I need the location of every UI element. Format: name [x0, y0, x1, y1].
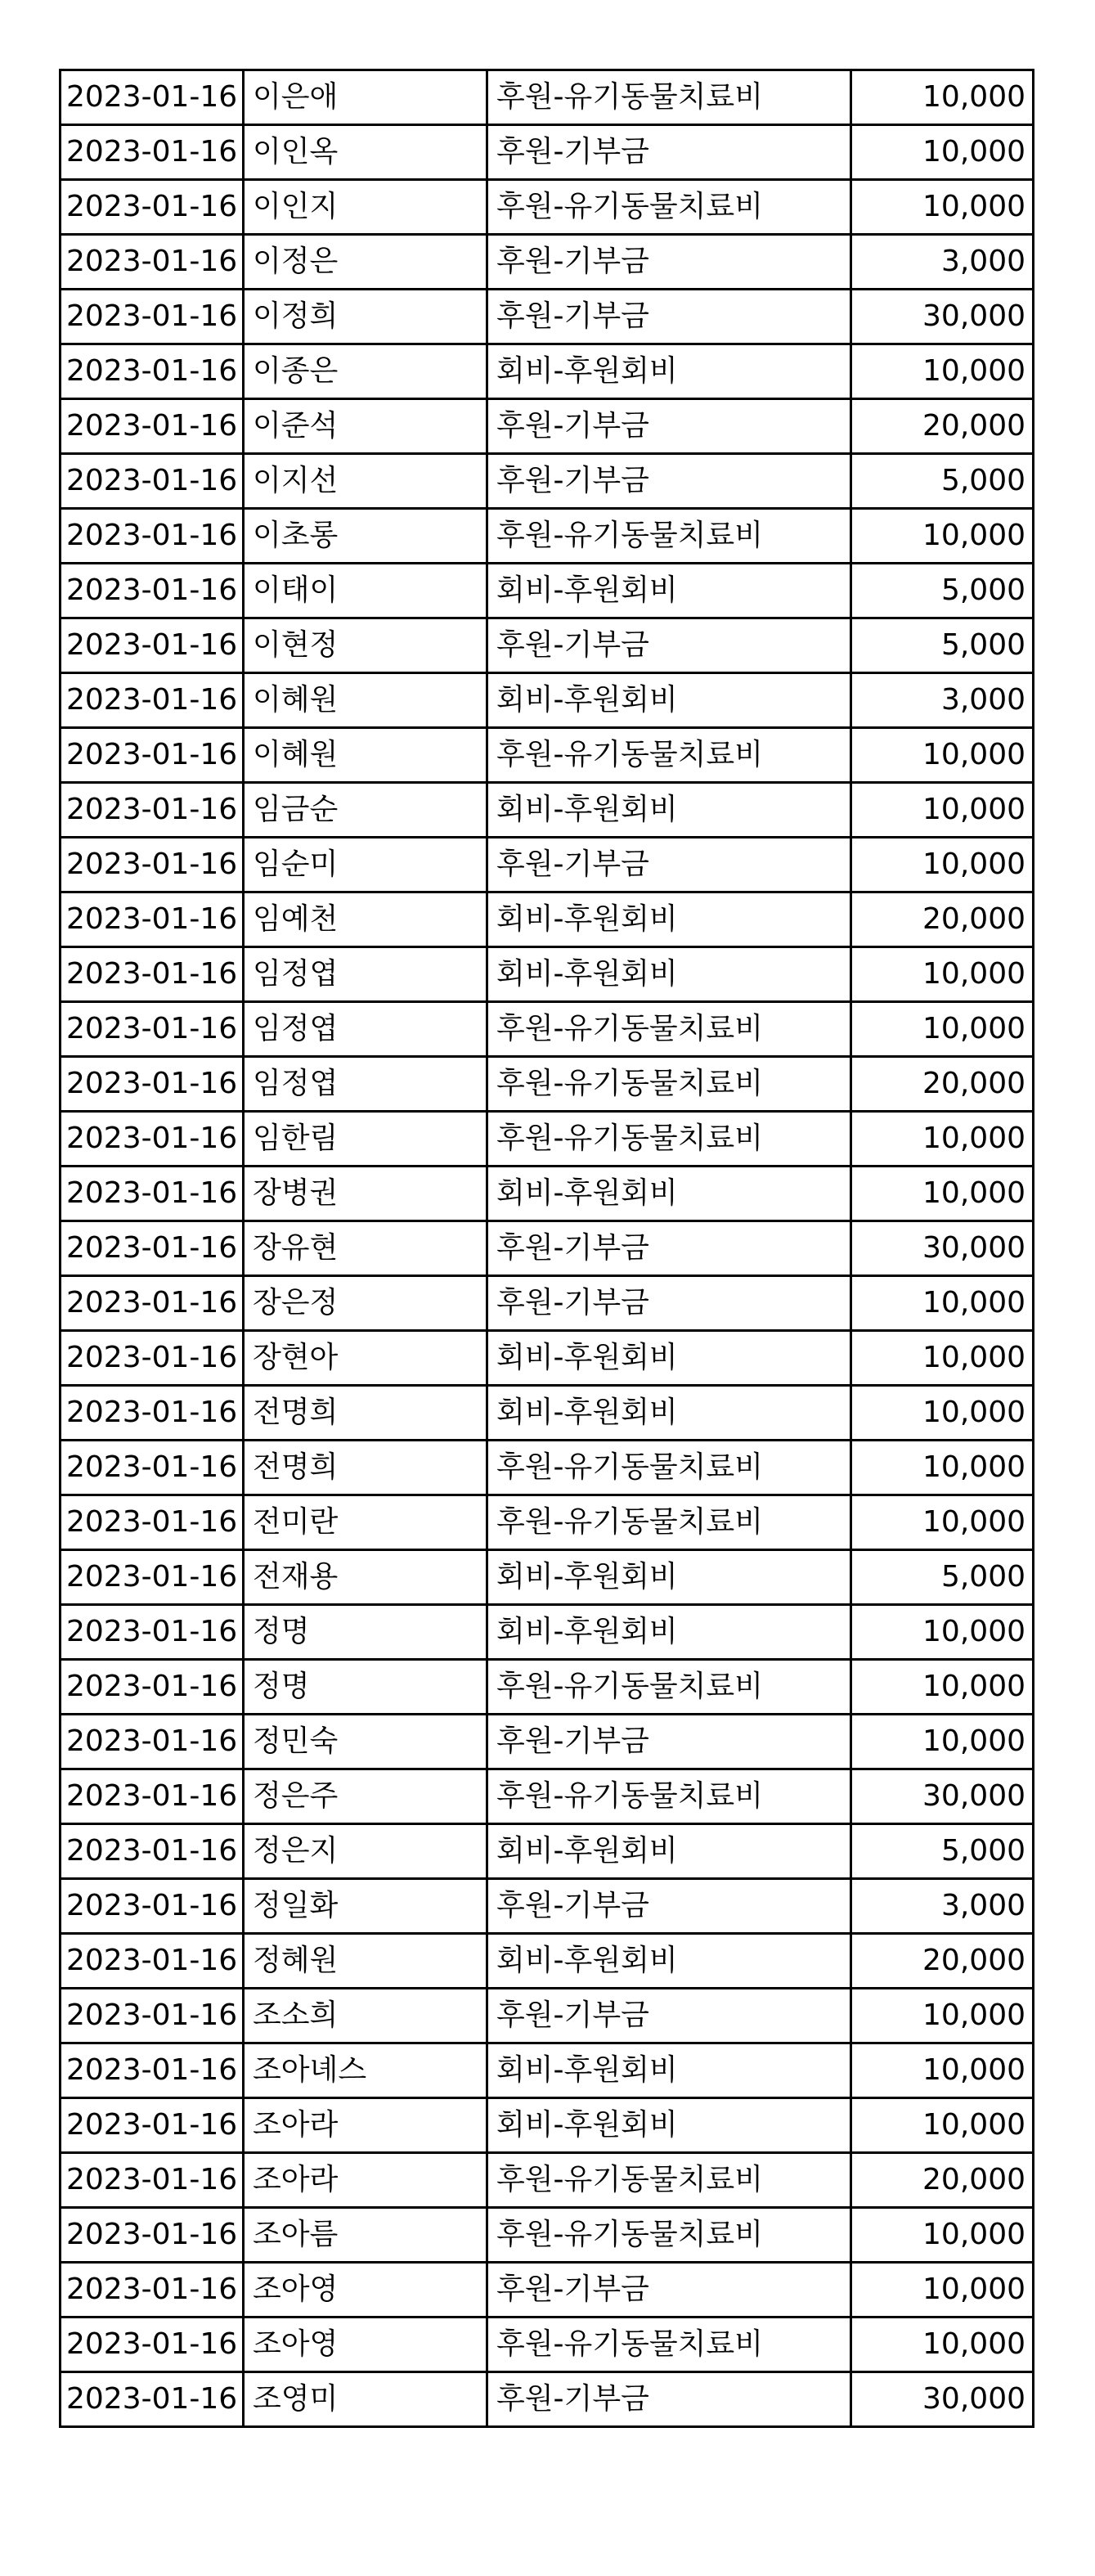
table-row: [61, 1331, 1034, 1386]
donor-name-cell: 조소희: [244, 1989, 487, 2043]
table-row: [61, 509, 1034, 564]
amount-cell: 30,000: [851, 1769, 1034, 1824]
category-cell: 후원-기부금: [487, 454, 851, 509]
category-cell: 회비-후원회비: [487, 1605, 851, 1660]
table-row: [61, 1112, 1034, 1167]
amount-cell: 10,000: [851, 1989, 1034, 2043]
donor-name-cell: 조영미: [244, 2372, 487, 2427]
date-cell: 2023-01-16: [61, 70, 244, 125]
amount-cell: 10,000: [851, 2263, 1034, 2318]
donor-name-cell: 전명희: [244, 1386, 487, 1441]
donor-name-cell: 조아영: [244, 2263, 487, 2318]
donor-name-cell: 조아라: [244, 2153, 487, 2208]
table-row: [61, 892, 1034, 947]
donor-name-cell: 이종은: [244, 344, 487, 399]
category-cell: 후원-기부금: [487, 1715, 851, 1769]
date-cell: 2023-01-16: [61, 1441, 244, 1495]
table-row: [61, 290, 1034, 344]
table-row: [61, 2043, 1034, 2098]
amount-cell: 5,000: [851, 1824, 1034, 1879]
amount-cell: 10,000: [851, 1276, 1034, 1331]
date-cell: 2023-01-16: [61, 892, 244, 947]
category-cell: 후원-기부금: [487, 1221, 851, 1276]
table-row: [61, 1934, 1034, 1989]
amount-cell: 5,000: [851, 618, 1034, 673]
date-cell: 2023-01-16: [61, 1605, 244, 1660]
table-row: [61, 947, 1034, 1002]
amount-cell: 30,000: [851, 290, 1034, 344]
date-cell: 2023-01-16: [61, 454, 244, 509]
table-row: [61, 673, 1034, 728]
category-cell: 후원-기부금: [487, 235, 851, 290]
date-cell: 2023-01-16: [61, 2372, 244, 2427]
date-cell: 2023-01-16: [61, 728, 244, 783]
donor-name-cell: 전재용: [244, 1550, 487, 1605]
donor-name-cell: 정명: [244, 1605, 487, 1660]
date-cell: 2023-01-16: [61, 1660, 244, 1715]
amount-cell: 10,000: [851, 509, 1034, 564]
date-cell: 2023-01-16: [61, 2098, 244, 2153]
table-row: [61, 2372, 1034, 2427]
donor-name-cell: 이은애: [244, 70, 487, 125]
category-cell: 후원-기부금: [487, 838, 851, 892]
table-row: [61, 1002, 1034, 1057]
category-cell: 회비-후원회비: [487, 783, 851, 838]
donor-name-cell: 장병권: [244, 1167, 487, 1221]
ledger-body: [61, 70, 1034, 2427]
date-cell: 2023-01-16: [61, 2318, 244, 2372]
donor-name-cell: 임정엽: [244, 1057, 487, 1112]
date-cell: 2023-01-16: [61, 618, 244, 673]
date-cell: 2023-01-16: [61, 1167, 244, 1221]
category-cell: 회비-후원회비: [487, 1934, 851, 1989]
category-cell: 후원-기부금: [487, 2263, 851, 2318]
category-cell: 회비-후원회비: [487, 1167, 851, 1221]
amount-cell: 30,000: [851, 2372, 1034, 2427]
category-cell: 후원-유기동물치료비: [487, 1441, 851, 1495]
table-row: [61, 783, 1034, 838]
category-cell: 회비-후원회비: [487, 947, 851, 1002]
category-cell: 후원-기부금: [487, 1989, 851, 2043]
table-row: [61, 454, 1034, 509]
amount-cell: 10,000: [851, 125, 1034, 180]
category-cell: 후원-유기동물치료비: [487, 1112, 851, 1167]
amount-cell: 10,000: [851, 180, 1034, 235]
category-cell: 후원-유기동물치료비: [487, 1495, 851, 1550]
table-row: [61, 618, 1034, 673]
category-cell: 후원-유기동물치료비: [487, 728, 851, 783]
donor-name-cell: 이준석: [244, 399, 487, 454]
donor-name-cell: 조아영: [244, 2318, 487, 2372]
date-cell: 2023-01-16: [61, 1057, 244, 1112]
table-row: [61, 564, 1034, 618]
amount-cell: 20,000: [851, 1057, 1034, 1112]
date-cell: 2023-01-16: [61, 399, 244, 454]
amount-cell: 10,000: [851, 70, 1034, 125]
amount-cell: 5,000: [851, 1550, 1034, 1605]
category-cell: 회비-후원회비: [487, 344, 851, 399]
amount-cell: 10,000: [851, 2318, 1034, 2372]
table-row: [61, 1550, 1034, 1605]
date-cell: 2023-01-16: [61, 1550, 244, 1605]
amount-cell: 5,000: [851, 454, 1034, 509]
table-row: [61, 1769, 1034, 1824]
category-cell: 후원-기부금: [487, 1879, 851, 1934]
category-cell: 회비-후원회비: [487, 673, 851, 728]
date-cell: 2023-01-16: [61, 1879, 244, 1934]
donor-name-cell: 임한림: [244, 1112, 487, 1167]
date-cell: 2023-01-16: [61, 1221, 244, 1276]
donation-ledger-table: [59, 69, 1034, 2428]
table-row: [61, 344, 1034, 399]
amount-cell: 10,000: [851, 1112, 1034, 1167]
category-cell: 후원-유기동물치료비: [487, 2208, 851, 2263]
category-cell: 후원-유기동물치료비: [487, 180, 851, 235]
category-cell: 후원-유기동물치료비: [487, 70, 851, 125]
date-cell: 2023-01-16: [61, 1989, 244, 2043]
table-row: [61, 2153, 1034, 2208]
donor-name-cell: 이인지: [244, 180, 487, 235]
donor-name-cell: 이혜원: [244, 673, 487, 728]
table-row: [61, 399, 1034, 454]
date-cell: 2023-01-16: [61, 1715, 244, 1769]
donor-name-cell: 이초롱: [244, 509, 487, 564]
donor-name-cell: 전미란: [244, 1495, 487, 1550]
date-cell: 2023-01-16: [61, 838, 244, 892]
date-cell: 2023-01-16: [61, 1331, 244, 1386]
date-cell: 2023-01-16: [61, 1002, 244, 1057]
date-cell: 2023-01-16: [61, 1112, 244, 1167]
date-cell: 2023-01-16: [61, 2153, 244, 2208]
donor-name-cell: 정은지: [244, 1824, 487, 1879]
amount-cell: 20,000: [851, 1934, 1034, 1989]
donor-name-cell: 장은정: [244, 1276, 487, 1331]
date-cell: 2023-01-16: [61, 509, 244, 564]
category-cell: 후원-유기동물치료비: [487, 1660, 851, 1715]
table-row: [61, 1386, 1034, 1441]
category-cell: 후원-유기동물치료비: [487, 1057, 851, 1112]
date-cell: 2023-01-16: [61, 1934, 244, 1989]
category-cell: 회비-후원회비: [487, 892, 851, 947]
amount-cell: 10,000: [851, 1002, 1034, 1057]
category-cell: 후원-기부금: [487, 2372, 851, 2427]
category-cell: 회비-후원회비: [487, 2098, 851, 2153]
date-cell: 2023-01-16: [61, 673, 244, 728]
donor-name-cell: 임금순: [244, 783, 487, 838]
category-cell: 회비-후원회비: [487, 2043, 851, 2098]
amount-cell: 10,000: [851, 728, 1034, 783]
table-row: [61, 1660, 1034, 1715]
amount-cell: 10,000: [851, 947, 1034, 1002]
table-row: [61, 1441, 1034, 1495]
amount-cell: 10,000: [851, 838, 1034, 892]
category-cell: 회비-후원회비: [487, 1824, 851, 1879]
table-row: [61, 1824, 1034, 1879]
category-cell: 후원-기부금: [487, 399, 851, 454]
amount-cell: 10,000: [851, 1386, 1034, 1441]
date-cell: 2023-01-16: [61, 2208, 244, 2263]
table-row: [61, 1605, 1034, 1660]
category-cell: 후원-유기동물치료비: [487, 1769, 851, 1824]
table-row: [61, 180, 1034, 235]
table-row: [61, 728, 1034, 783]
category-cell: 회비-후원회비: [487, 564, 851, 618]
date-cell: 2023-01-16: [61, 1276, 244, 1331]
donor-name-cell: 조아라: [244, 2098, 487, 2153]
date-cell: 2023-01-16: [61, 947, 244, 1002]
donor-name-cell: 이혜원: [244, 728, 487, 783]
table-row: [61, 235, 1034, 290]
donor-name-cell: 이태이: [244, 564, 487, 618]
date-cell: 2023-01-16: [61, 344, 244, 399]
table-row: [61, 2318, 1034, 2372]
donor-name-cell: 정혜원: [244, 1934, 487, 1989]
donor-name-cell: 임정엽: [244, 1002, 487, 1057]
date-cell: 2023-01-16: [61, 1824, 244, 1879]
amount-cell: 10,000: [851, 1605, 1034, 1660]
donor-name-cell: 이지선: [244, 454, 487, 509]
table-row: [61, 1989, 1034, 2043]
donor-name-cell: 장유현: [244, 1221, 487, 1276]
table-row: [61, 1715, 1034, 1769]
amount-cell: 3,000: [851, 673, 1034, 728]
amount-cell: 3,000: [851, 235, 1034, 290]
date-cell: 2023-01-16: [61, 564, 244, 618]
amount-cell: 10,000: [851, 1331, 1034, 1386]
amount-cell: 10,000: [851, 2043, 1034, 2098]
table-row: [61, 1221, 1034, 1276]
category-cell: 후원-유기동물치료비: [487, 509, 851, 564]
table-row: [61, 2208, 1034, 2263]
table-row: [61, 70, 1034, 125]
donor-name-cell: 정명: [244, 1660, 487, 1715]
donor-name-cell: 이정은: [244, 235, 487, 290]
donor-name-cell: 이인옥: [244, 125, 487, 180]
amount-cell: 10,000: [851, 1441, 1034, 1495]
date-cell: 2023-01-16: [61, 783, 244, 838]
donor-name-cell: 조아녜스: [244, 2043, 487, 2098]
donor-name-cell: 정은주: [244, 1769, 487, 1824]
donor-name-cell: 조아름: [244, 2208, 487, 2263]
amount-cell: 10,000: [851, 1715, 1034, 1769]
amount-cell: 10,000: [851, 1495, 1034, 1550]
donor-name-cell: 이정희: [244, 290, 487, 344]
date-cell: 2023-01-16: [61, 2263, 244, 2318]
table-row: [61, 125, 1034, 180]
category-cell: 후원-유기동물치료비: [487, 2153, 851, 2208]
amount-cell: 30,000: [851, 1221, 1034, 1276]
category-cell: 후원-기부금: [487, 618, 851, 673]
donor-name-cell: 전명희: [244, 1441, 487, 1495]
category-cell: 후원-유기동물치료비: [487, 1002, 851, 1057]
donor-name-cell: 정일화: [244, 1879, 487, 1934]
category-cell: 회비-후원회비: [487, 1331, 851, 1386]
category-cell: 후원-유기동물치료비: [487, 2318, 851, 2372]
donor-name-cell: 정민숙: [244, 1715, 487, 1769]
amount-cell: 20,000: [851, 399, 1034, 454]
donor-name-cell: 이현정: [244, 618, 487, 673]
table-row: [61, 1057, 1034, 1112]
category-cell: 후원-기부금: [487, 1276, 851, 1331]
table-row: [61, 838, 1034, 892]
category-cell: 회비-후원회비: [487, 1386, 851, 1441]
date-cell: 2023-01-16: [61, 2043, 244, 2098]
donor-name-cell: 임순미: [244, 838, 487, 892]
table-row: [61, 2263, 1034, 2318]
table-row: [61, 1495, 1034, 1550]
amount-cell: 20,000: [851, 2153, 1034, 2208]
amount-cell: 10,000: [851, 1167, 1034, 1221]
category-cell: 후원-기부금: [487, 290, 851, 344]
table-row: [61, 1276, 1034, 1331]
donor-name-cell: 임예천: [244, 892, 487, 947]
amount-cell: 10,000: [851, 1660, 1034, 1715]
category-cell: 후원-기부금: [487, 125, 851, 180]
table-row: [61, 2098, 1034, 2153]
amount-cell: 3,000: [851, 1879, 1034, 1934]
amount-cell: 5,000: [851, 564, 1034, 618]
table-row: [61, 1879, 1034, 1934]
date-cell: 2023-01-16: [61, 180, 244, 235]
amount-cell: 10,000: [851, 2208, 1034, 2263]
table-row: [61, 1167, 1034, 1221]
amount-cell: 10,000: [851, 344, 1034, 399]
amount-cell: 10,000: [851, 783, 1034, 838]
donor-name-cell: 장현아: [244, 1331, 487, 1386]
donor-name-cell: 임정엽: [244, 947, 487, 1002]
date-cell: 2023-01-16: [61, 1769, 244, 1824]
date-cell: 2023-01-16: [61, 1386, 244, 1441]
date-cell: 2023-01-16: [61, 290, 244, 344]
date-cell: 2023-01-16: [61, 1495, 244, 1550]
category-cell: 회비-후원회비: [487, 1550, 851, 1605]
amount-cell: 10,000: [851, 2098, 1034, 2153]
date-cell: 2023-01-16: [61, 125, 244, 180]
date-cell: 2023-01-16: [61, 235, 244, 290]
amount-cell: 20,000: [851, 892, 1034, 947]
